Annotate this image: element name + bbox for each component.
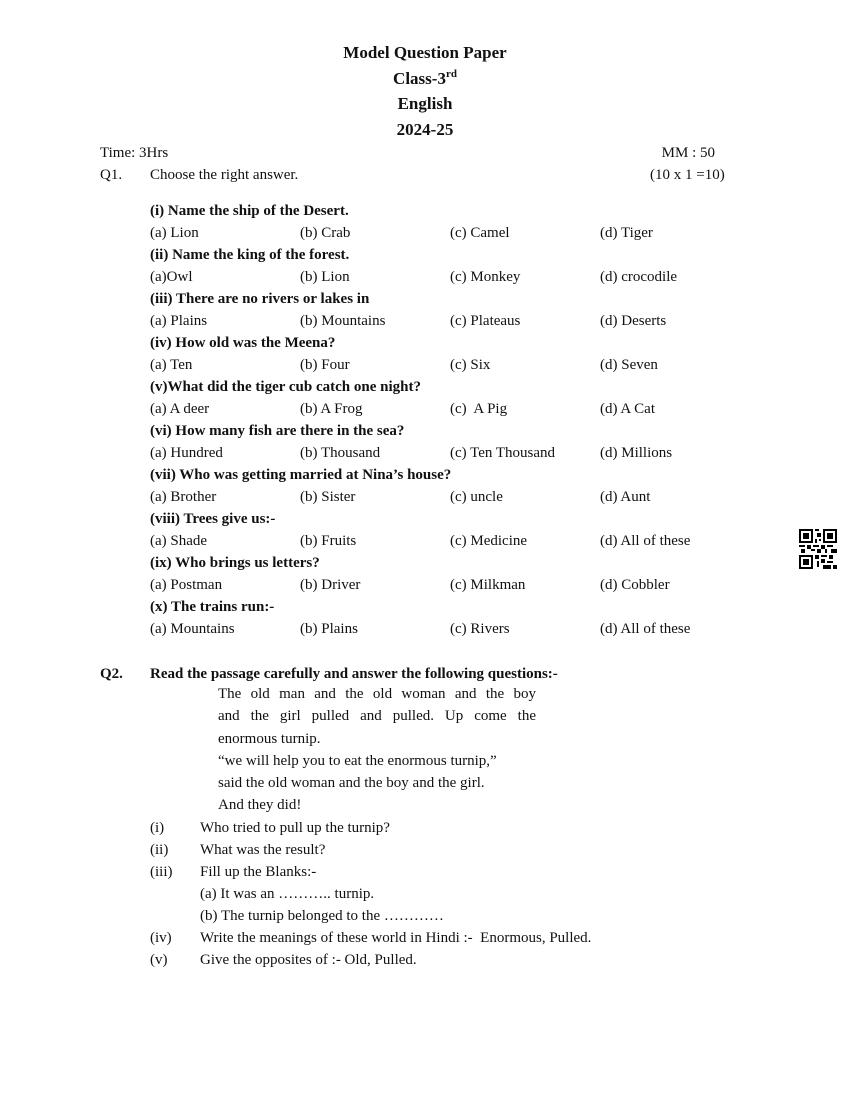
mcq-options xyxy=(150,266,750,288)
sub-question xyxy=(150,839,750,861)
mcq-options xyxy=(150,222,750,244)
mcq-item xyxy=(150,420,750,464)
paper-title-block xyxy=(0,40,850,142)
mcq-options xyxy=(150,442,750,464)
sub-question-blank-a xyxy=(150,883,750,905)
sub-question-number: (iii) xyxy=(150,864,173,880)
mcq-item xyxy=(150,200,750,244)
mcq-option-a: (a) Hundred xyxy=(150,445,223,461)
sub-question-number: (i) xyxy=(150,820,165,836)
mcq-question: (vii) Who was getting married at Nina’s house? xyxy=(150,467,452,483)
mcq-item xyxy=(150,464,750,508)
mcq-item xyxy=(150,244,750,288)
mcq-option-b: (b) Four xyxy=(300,357,350,373)
sub-question-text: (b) The turnip belonged to the ………… xyxy=(200,908,444,924)
class-text: Class-3 xyxy=(393,68,446,88)
mcq-option-b: (b) Thousand xyxy=(300,445,381,461)
passage-line: The old man and the old woman and the boy xyxy=(218,686,536,702)
mcq-option-a: (a) Shade xyxy=(150,533,208,549)
mcq-question: (viii) Trees give us:- xyxy=(150,511,276,527)
q1-header xyxy=(100,165,740,185)
mcq-option-d: (d) Aunt xyxy=(600,489,651,505)
sub-question-text: Write the meanings of these world in Hindi :- Enormous, Pulled. xyxy=(200,930,592,946)
mcq-options xyxy=(150,354,750,376)
mcq-option-a: (a) Mountains xyxy=(150,621,235,637)
mcq-item xyxy=(150,332,750,376)
mcq-question: (iv) How old was the Meena? xyxy=(150,335,336,351)
mcq-option-c: (c) Camel xyxy=(450,225,510,241)
sub-question-number xyxy=(150,883,200,905)
mcq-option-c: (c) Rivers xyxy=(450,621,510,637)
session-label: 2024-25 xyxy=(396,119,454,139)
passage-line: And they did! xyxy=(218,797,302,814)
mcq-options xyxy=(150,574,750,596)
mcq-option-d: (d) Deserts xyxy=(600,313,667,329)
q2-number: Q2. xyxy=(100,666,123,682)
mcq-option-a: (a) Brother xyxy=(150,489,217,505)
mcq-options xyxy=(150,618,750,640)
q1-instruction: Choose the right answer. xyxy=(150,167,299,183)
sub-question xyxy=(150,817,750,839)
mcq-option-b: (b) Lion xyxy=(300,269,350,285)
mcq-option-a: (a) Lion xyxy=(150,225,199,241)
mcq-option-a: (a)Owl xyxy=(150,269,193,285)
mcq-question: (vi) How many fish are there in the sea? xyxy=(150,423,405,439)
mcq-question: (i) Name the ship of the Desert. xyxy=(150,203,349,219)
mcq-item xyxy=(150,508,750,552)
sub-question-blank-b xyxy=(150,905,750,927)
sub-question-number: (v) xyxy=(150,952,168,968)
mcq-option-b: (b) A Frog xyxy=(300,401,363,417)
mcq-question: (v)What did the tiger cub catch one night? xyxy=(150,379,421,395)
paper-title: Model Question Paper xyxy=(343,43,507,62)
mcq-options xyxy=(150,486,750,508)
mcq-option-b: (b) Mountains xyxy=(300,313,386,329)
sub-question-text: (a) It was an ……….. turnip. xyxy=(200,886,375,902)
mcq-option-c: (c) uncle xyxy=(450,489,503,505)
max-marks-label: MM : 50 xyxy=(661,145,715,161)
mcq-option-b: (b) Sister xyxy=(300,489,356,505)
mcq-option-d: (d) Tiger xyxy=(600,225,653,241)
mcq-options xyxy=(150,398,750,420)
q2-passage xyxy=(218,683,536,817)
q1-mcq-list xyxy=(150,200,750,640)
sub-question xyxy=(150,861,750,883)
q2-sub-questions xyxy=(150,817,750,971)
mcq-option-d: (d) All of these xyxy=(600,621,691,637)
q2-header xyxy=(100,664,740,684)
mcq-option-d: (d) Seven xyxy=(600,357,658,373)
mcq-option-b: (b) Fruits xyxy=(300,533,357,549)
sub-question-text: Fill up the Blanks:- xyxy=(200,864,317,880)
sub-question xyxy=(150,927,750,949)
mcq-option-b: (b) Plains xyxy=(300,621,358,637)
q2-instruction: Read the passage carefully and answer the following questions:- xyxy=(150,666,558,682)
mcq-options xyxy=(150,310,750,332)
mcq-item xyxy=(150,376,750,420)
sub-question-number: (iv) xyxy=(150,930,172,946)
mcq-option-c: (c) Monkey xyxy=(450,269,521,285)
mcq-option-b: (b) Crab xyxy=(300,225,351,241)
mcq-option-a: (a) A deer xyxy=(150,401,210,417)
mcq-option-c: (c) Medicine xyxy=(450,533,528,549)
mcq-option-c: (c) A Pig xyxy=(450,401,508,417)
mcq-option-a: (a) Plains xyxy=(150,313,208,329)
mcq-option-c: (c) Plateaus xyxy=(450,313,521,329)
mcq-options xyxy=(150,530,750,552)
sub-question-text: What was the result? xyxy=(200,842,326,858)
mcq-option-d: (d) Cobbler xyxy=(600,577,670,593)
sub-question-number xyxy=(150,905,200,927)
mcq-question: (iii) There are no rivers or lakes in xyxy=(150,291,370,307)
mcq-option-d: (d) All of these xyxy=(600,533,691,549)
mcq-option-d: (d) A Cat xyxy=(600,401,655,417)
mcq-option-d: (d) crocodile xyxy=(600,269,678,285)
mcq-option-b: (b) Driver xyxy=(300,577,361,593)
subject-label: English xyxy=(397,94,453,113)
sub-question-text: Who tried to pull up the turnip? xyxy=(200,820,390,836)
mcq-option-c: (c) Milkman xyxy=(450,577,526,593)
class-suffix: rd xyxy=(445,67,457,80)
time-label: Time: 3Hrs xyxy=(100,145,169,161)
mcq-option-c: (c) Six xyxy=(450,357,491,373)
class-label xyxy=(0,66,850,92)
mcq-item xyxy=(150,288,750,332)
passage-line: and the girl pulled and pulled. Up come the xyxy=(218,708,536,725)
passage-line: “we will help you to eat the enormous turnip,” xyxy=(218,752,497,769)
qr-code-icon[interactable] xyxy=(799,529,837,569)
passage-line: said the old woman and the boy and the girl. xyxy=(218,775,485,792)
sub-question xyxy=(150,949,750,971)
q1-marks: (10 x 1 =10) xyxy=(650,167,725,183)
mcq-question: (x) The trains run:- xyxy=(150,599,275,615)
mcq-question: (ii) Name the king of the forest. xyxy=(150,247,350,263)
mcq-option-a: (a) Postman xyxy=(150,577,223,593)
passage-line: enormous turnip. xyxy=(218,730,321,747)
mcq-item xyxy=(150,596,750,640)
sub-question-text: Give the opposites of :- Old, Pulled. xyxy=(200,952,417,968)
q1-number: Q1. xyxy=(100,167,123,183)
sub-question-number: (ii) xyxy=(150,842,169,858)
mcq-option-d: (d) Millions xyxy=(600,445,673,461)
mcq-option-a: (a) Ten xyxy=(150,357,193,373)
mcq-question: (ix) Who brings us letters? xyxy=(150,555,320,571)
mcq-option-c: (c) Ten Thousand xyxy=(450,445,556,461)
mcq-item xyxy=(150,552,750,596)
meta-row xyxy=(100,143,715,163)
